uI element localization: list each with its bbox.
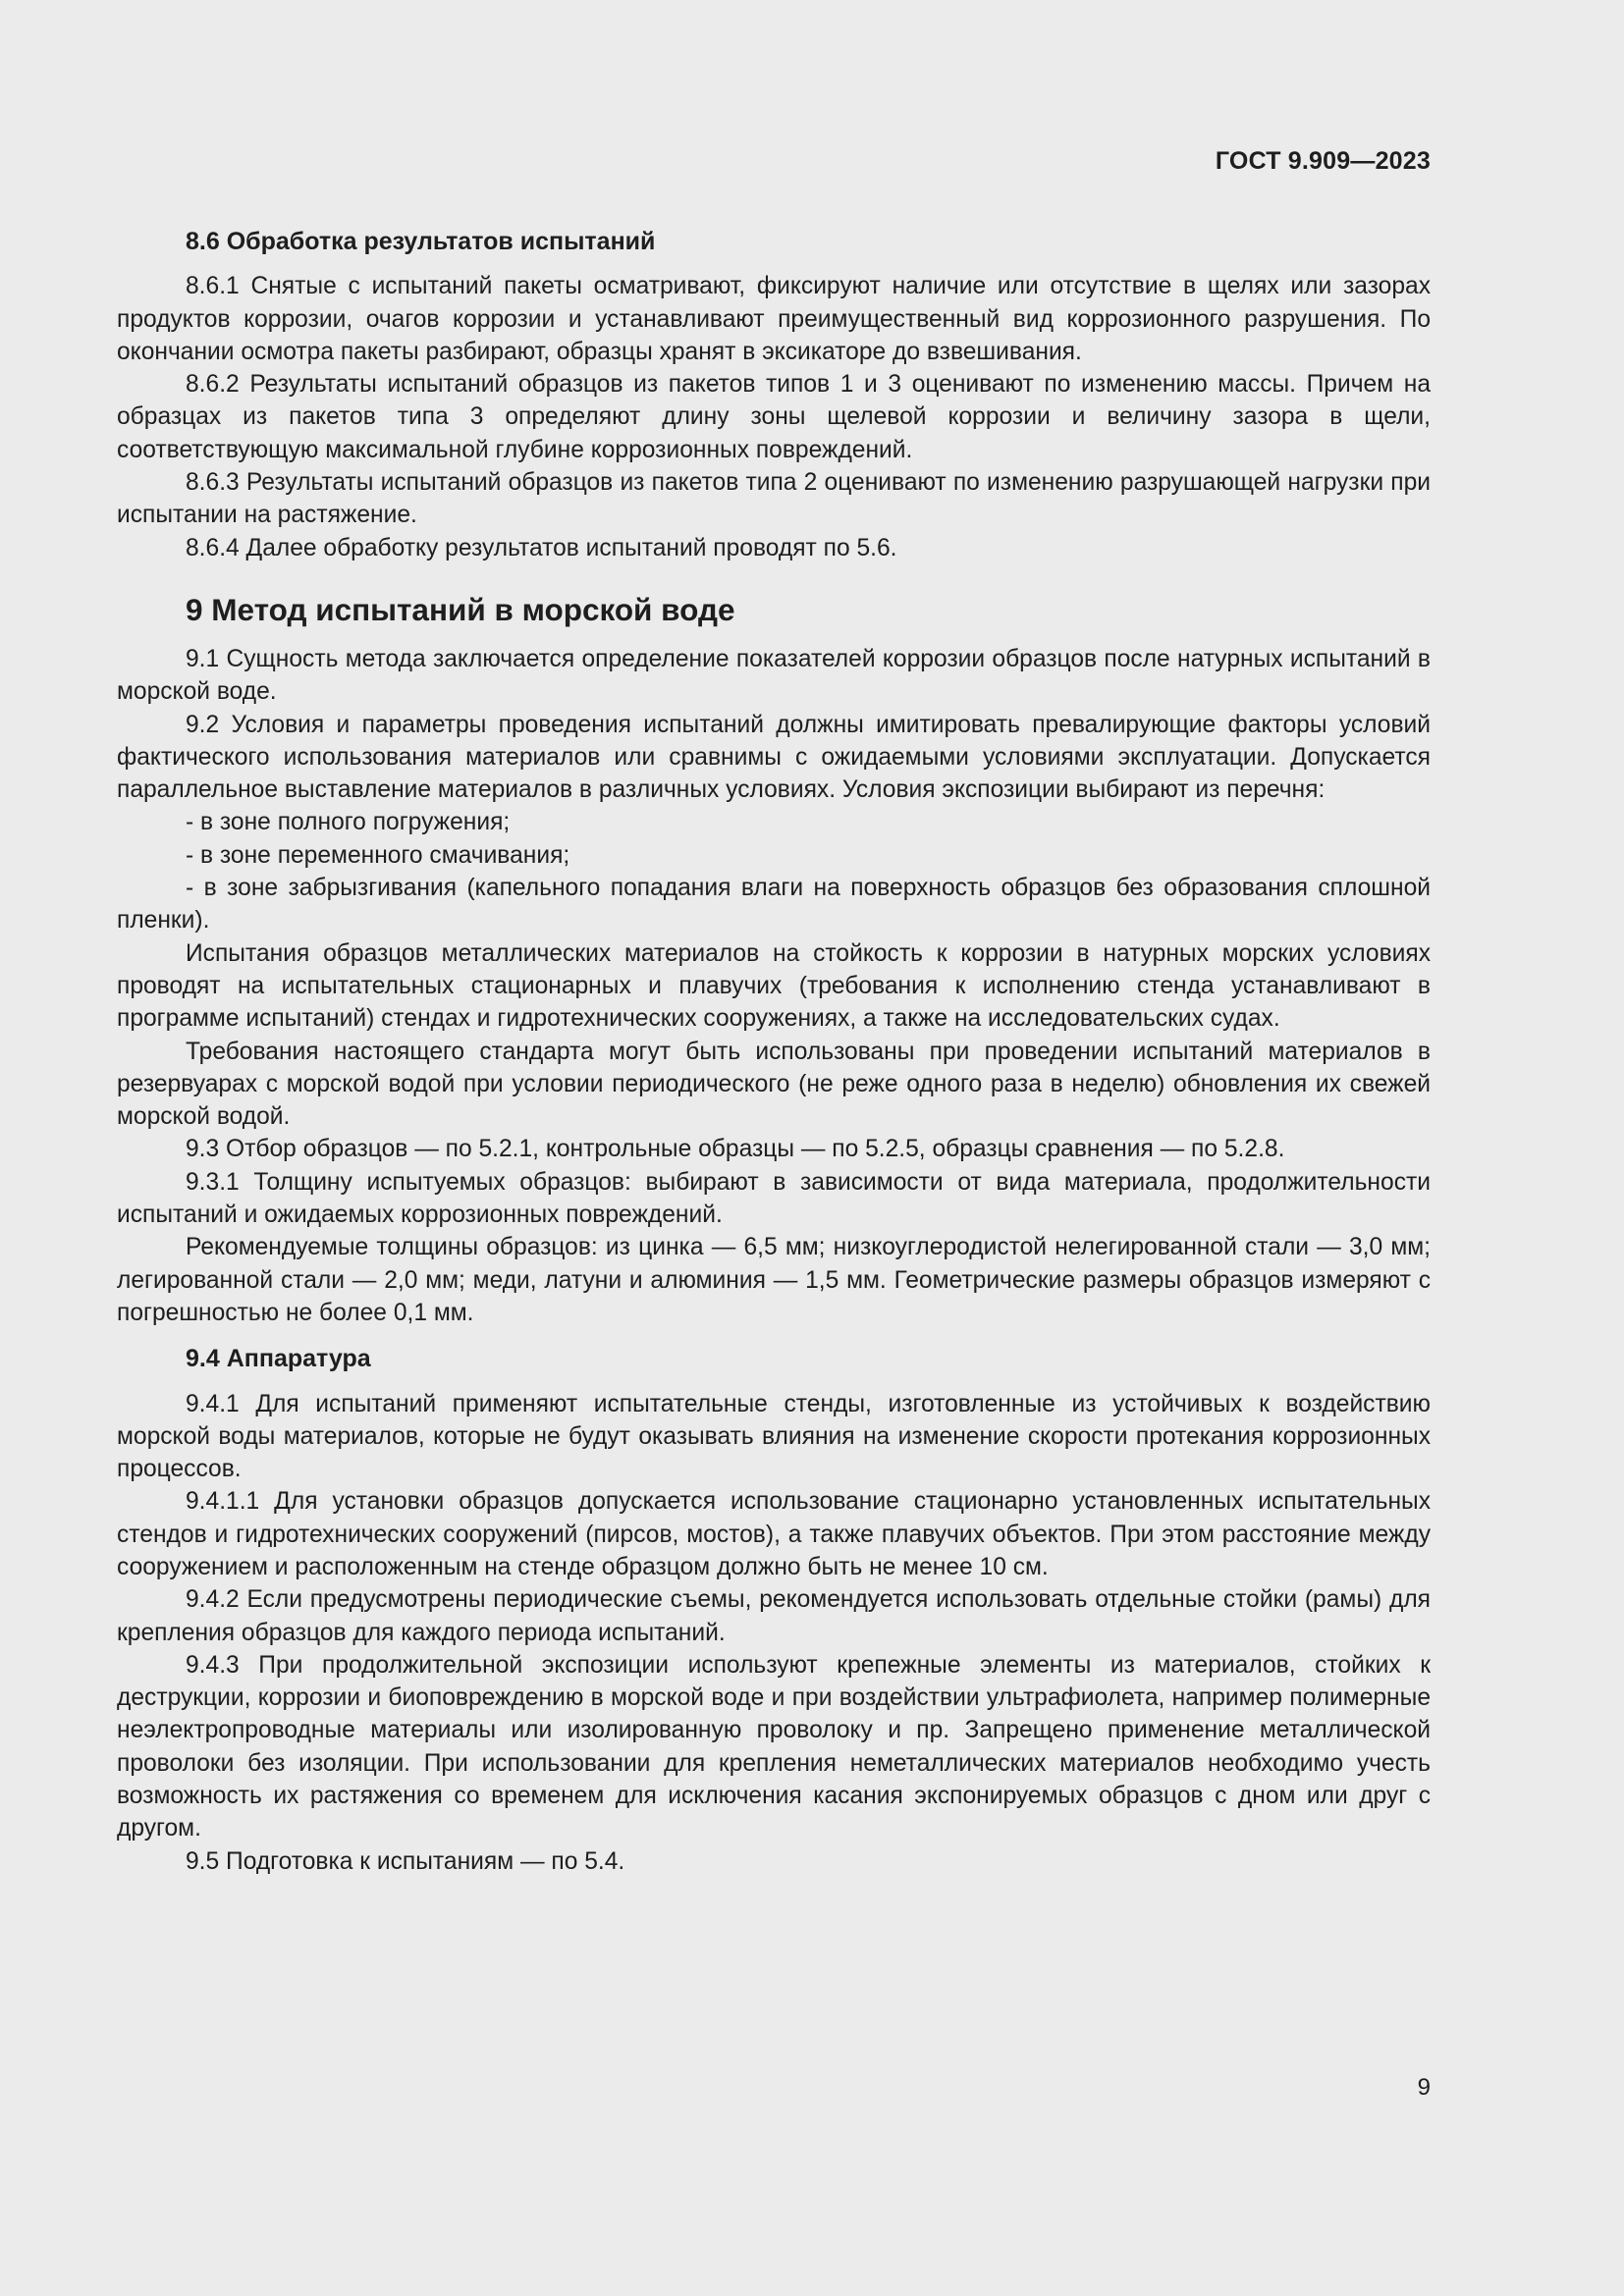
section-9-4-heading: 9.4 Аппаратура: [186, 1345, 371, 1373]
section-9-heading: 9 Метод испытаний в морской воде: [186, 591, 735, 627]
paragraph: 8.6.3 Результаты испытаний образцов из пакетов типа 2 оценивают по изменению разрушающей нагрузки при испытании на растяжение.: [117, 469, 1431, 529]
list-item: - в зоне полного погружения;: [186, 809, 511, 836]
paragraph: 9.1 Сущность метода заключается определение показателей коррозии образцов после натурных испытаний в морской воде.: [117, 645, 1431, 706]
paragraph: Испытания образцов металлических материалов на стойкость к коррозии в натурных морских условиях проводят на испытательных стационарных и плавучих (требования к исполнению стенда устанавливают в программе испытаний) стендах и гидротехнических сооружениях, а также на исследовательских судах.: [117, 939, 1431, 1033]
paragraph: 9.3.1 Толщину испытуемых образцов: выбирают в зависимости от вида материала, продолжительности испытаний и ожидаемых коррозионных повреждений.: [117, 1168, 1431, 1229]
paragraph: Требования настоящего стандарта могут быть использованы при проведении испытаний материалов в резервуарах с морской водой при условии периодического (не реже одного раза в неделю) обновления их свежей морской водой.: [117, 1038, 1431, 1131]
paragraph: 8.6.1 Снятые с испытаний пакеты осматривают, фиксируют наличие или отсутствие в щелях или зазорах продуктов коррозии, очагов коррозии и устанавливают преимущественный вид коррозионного разрушения. По окончании осмотра пакеты разбирают, образцы хранят в эксикаторе до взвешивания.: [117, 273, 1431, 365]
paragraph: Рекомендуемые толщины образцов: из цинка — 6,5 мм; низкоуглеродистой нелегированной стали — 3,0 мм; легированной стали — 2,0 мм; меди, латуни и алюминия — 1,5 мм. Геометрические размеры образцов измеряют с погрешностью не более 0,1 мм.: [117, 1234, 1431, 1326]
section-8-6-heading: 8.6 Обработка результатов испытаний: [186, 228, 656, 255]
paragraph: 9.4.3 При продолжительной экспозиции используют крепежные элементы из материалов, стойких к деструкции, коррозии и биоповреждению в морской воде и при воздействии ультрафиолета, например полимерные неэлектропроводные материалы или изолированную проволоку и пр. Запрещено применение металлической проволоки без изоляции. При использовании для крепления неметаллических материалов необходимо учесть возможность их растяжения со временем для исключения касания экспонируемых образцов с дном или друг с другом.: [117, 1651, 1431, 1842]
paragraph: 8.6.2 Результаты испытаний образцов из пакетов типов 1 и 3 оценивают по изменению массы. Причем на образцах из пакетов типа 3 определяют длину зоны щелевой коррозии и величину зазора в щели, соответствующую максимальной глубине коррозионных повреждений.: [117, 371, 1431, 463]
document-header: ГОСТ 9.909—2023: [1215, 147, 1431, 175]
list-item: - в зоне забрызгивания (капельного попадания влаги на поверхность образцов без образования сплошной пленки).: [117, 875, 1431, 934]
paragraph: 9.2 Условия и параметры проведения испытаний должны имитировать превалирующие факторы условий фактического использования материалов или сравнимы с ожидаемыми условиями эксплуатации. Допускается параллельное выставление материалов в различных условиях. Условия экспозиции выбирают из перечня:: [117, 711, 1431, 804]
paragraph: 8.6.4 Далее обработку результатов испытаний проводят по 5.6.: [186, 534, 897, 561]
document-body: [117, 226, 1431, 1878]
page-number: 9: [1417, 2074, 1431, 2101]
paragraph: 9.4.1 Для испытаний применяют испытательные стенды, изготовленные из устойчивых к воздействию морской воды материалов, которые не будут оказывать влияния на изменение скорости протекания коррозионных процессов.: [117, 1390, 1431, 1483]
paragraph: 9.3 Отбор образцов — по 5.2.1, контрольные образцы — по 5.2.5, образцы сравнения — по 5.2.8.: [186, 1136, 1285, 1163]
paragraph: 9.4.2 Если предусмотрены периодические съемы, рекомендуется использовать отдельные стойки (рамы) для крепления образцов для каждого периода испытаний.: [117, 1586, 1431, 1646]
paragraph: 9.4.1.1 Для установки образцов допускается использование стационарно установленных испытательных стендов и гидротехнических сооружений (пирсов, мостов), а также плавучих объектов. При этом расстояние между сооружением и расположенным на стенде образцом должно быть не менее 10 см.: [117, 1488, 1431, 1580]
paragraph: 9.5 Подготовка к испытаниям — по 5.4.: [186, 1847, 625, 1875]
list-item: - в зоне переменного смачивания;: [186, 841, 570, 869]
